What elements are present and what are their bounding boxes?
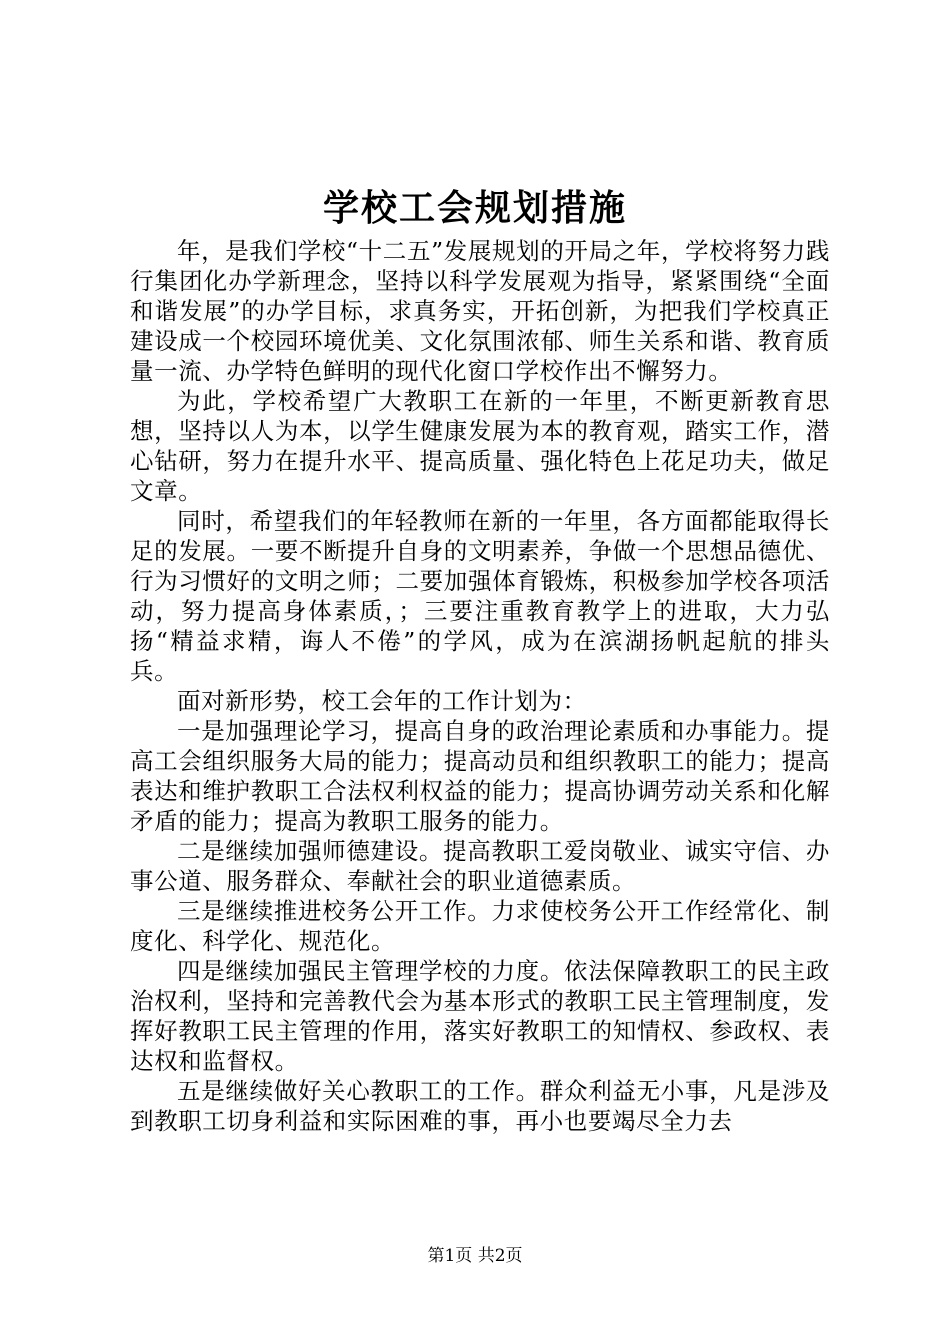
paragraph: 面对新形势，校工会年的工作计划为： (177, 687, 587, 715)
document-body (130, 236, 830, 1136)
paragraph: 三是继续推进校务公开工作。力求使校务公开工作经常化、制度化、科学化、规范化。 (130, 897, 830, 955)
paragraph: 一是加强理论学习，提高自身的政治理论素质和办事能力。提高工会组织服务大局的能力；提高动员和组织教职工的能力；提高表达和维护教职工合法权利权益的能力；提高协调劳动关系和化解矛盾的能力；提高为教职工服务的能力。 (130, 717, 830, 835)
paragraph: 五是继续做好关心教职工的工作。群众利益无小事，凡是涉及到教职工切身利益和实际困难的事，再小也要竭尽全力去 (130, 1077, 830, 1135)
paragraph: 为此，学校希望广大教职工在新的一年里，不断更新教育思想，坚持以人为本，以学生健康发展为本的教育观，踏实工作，潜心钻研，努力在提升水平、提高质量、强化特色上花足功夫，做足文章。 (130, 387, 830, 505)
paragraph: 年，是我们学校“十二五”发展规划的开局之年，学校将努力践行集团化办学新理念，坚持以科学发展观为指导，紧紧围绕“全面和谐发展”的办学目标，求真务实，开拓创新，为把我们学校真正建设成一个校园环境优美、文化氛围浓郁、师生关系和谐、教育质量一流、办学特色鲜明的现代化窗口学校作出不懈努力。 (130, 237, 830, 385)
paragraph: 四是继续加强民主管理学校的力度。依法保障教职工的民主政治权利，坚持和完善教代会为基本形式的教职工民主管理制度，发挥好教职工民主管理的作用，落实好教职工的知情权、参政权、表达权和监督权。 (130, 957, 830, 1075)
document-title: 学校工会规划措施 (322, 187, 627, 229)
paragraph: 同时，希望我们的年轻教师在新的一年里，各方面都能取得长足的发展。一要不断提升自身的文明素养，争做一个思想品德优、行为习惯好的文明之师；二要加强体育锻炼，积极参加学校各项活动，努力提高身体素质，；三要注重教育教学上的进取，大力弘扬“精益求精，诲人不倦”的学风，成为在滨湖扬帆起航的排头兵。 (130, 507, 830, 685)
paragraph: 二是继续加强师德建设。提高教职工爱岗敬业、诚实守信、办事公道、服务群众、奉献社会的职业道德素质。 (130, 837, 830, 895)
page-footer: 第1页 共2页 (427, 1246, 523, 1266)
